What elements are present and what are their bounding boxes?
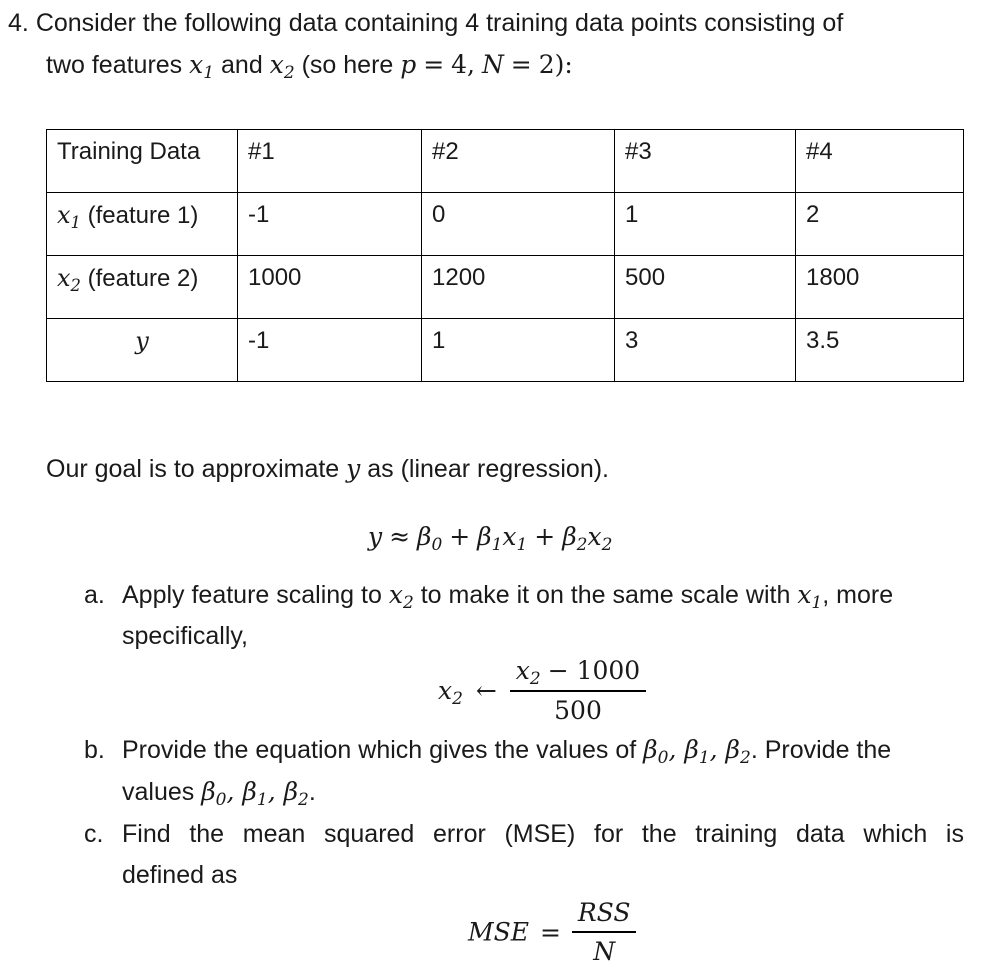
table-cell: 1000 bbox=[238, 256, 422, 319]
math-x1: $x_1$ bbox=[189, 50, 215, 84]
table-row bbox=[47, 193, 964, 256]
table-cell: 2 bbox=[796, 193, 964, 256]
part-c-line-1: Find the mean squared error (MSE) for the training data which is bbox=[122, 820, 964, 848]
math-p: p bbox=[400, 50, 417, 79]
header-cell: #1 bbox=[238, 130, 422, 193]
table-cell: 1200 bbox=[422, 256, 615, 319]
table-cell: 0 bbox=[422, 193, 615, 256]
part-a-line-1: Apply feature scaling to $x_2$ to make it on the same scale with $x_1$, more bbox=[122, 580, 894, 614]
part-b-line-1: Provide the equation which gives the values of $\beta_0$, $\beta_1$, $\beta_2$. Provide the bbox=[122, 735, 892, 769]
table-cell: 3.5 bbox=[796, 319, 964, 382]
row-label: $x_1$ (feature 1) bbox=[47, 193, 238, 256]
header-cell: #3 bbox=[615, 130, 796, 193]
table-row bbox=[47, 256, 964, 319]
n-value: 2): bbox=[538, 50, 573, 79]
table-header-row bbox=[47, 130, 964, 193]
part-c-line-2: defined as bbox=[122, 861, 238, 889]
row-label: $x_2$ (feature 2) bbox=[47, 256, 238, 319]
and-text: and bbox=[221, 51, 263, 79]
so-here-text: (so here bbox=[301, 51, 394, 79]
goal-text: Our goal is to approximate y as (linear regression). bbox=[46, 454, 609, 483]
table-cell: 1 bbox=[615, 193, 796, 256]
question-intro: Consider the following data containing 4 training data points consisting of bbox=[35, 9, 844, 37]
part-b-line-2: values $\beta_0$, $\beta_1$, $\beta_2$. bbox=[122, 777, 316, 811]
table-cell: 3 bbox=[615, 319, 796, 382]
header-cell: Training Data bbox=[47, 130, 238, 193]
part-b-label: b. bbox=[84, 736, 105, 764]
training-data-table bbox=[46, 129, 964, 382]
row-label: y bbox=[47, 319, 238, 382]
table-row bbox=[47, 319, 964, 382]
feature-scaling-formula: $x_2$ ← $\frac{x_2 - 1000}{500}$ bbox=[438, 656, 646, 725]
table-cell: 1 bbox=[422, 319, 615, 382]
table-cell: 500 bbox=[615, 256, 796, 319]
question-line-2 bbox=[46, 50, 573, 84]
equals-sign: = bbox=[510, 50, 532, 79]
header-cell: #2 bbox=[422, 130, 615, 193]
math-x2: $x_2$ bbox=[269, 50, 295, 84]
table-cell: -1 bbox=[238, 319, 422, 382]
table-cell: 1800 bbox=[796, 256, 964, 319]
mse-formula: MSE = $\frac{\text{RSS}}{N}$ bbox=[468, 898, 636, 966]
question-line-1 bbox=[8, 8, 843, 38]
part-c-label: c. bbox=[84, 820, 104, 848]
equals-sign: = bbox=[423, 50, 445, 79]
header-cell: #4 bbox=[796, 130, 964, 193]
p-value: 4, bbox=[451, 50, 475, 79]
math-n: N bbox=[481, 50, 504, 79]
part-a-label: a. bbox=[84, 581, 105, 609]
question-number: 4. bbox=[8, 9, 29, 37]
intro-text: two features bbox=[46, 51, 183, 79]
table-cell: -1 bbox=[238, 193, 422, 256]
regression-equation: $y \approx \beta_0 + \beta_1x_1 + \beta_2x_2$ bbox=[368, 522, 613, 556]
part-a-line-2: specifically, bbox=[122, 622, 248, 650]
